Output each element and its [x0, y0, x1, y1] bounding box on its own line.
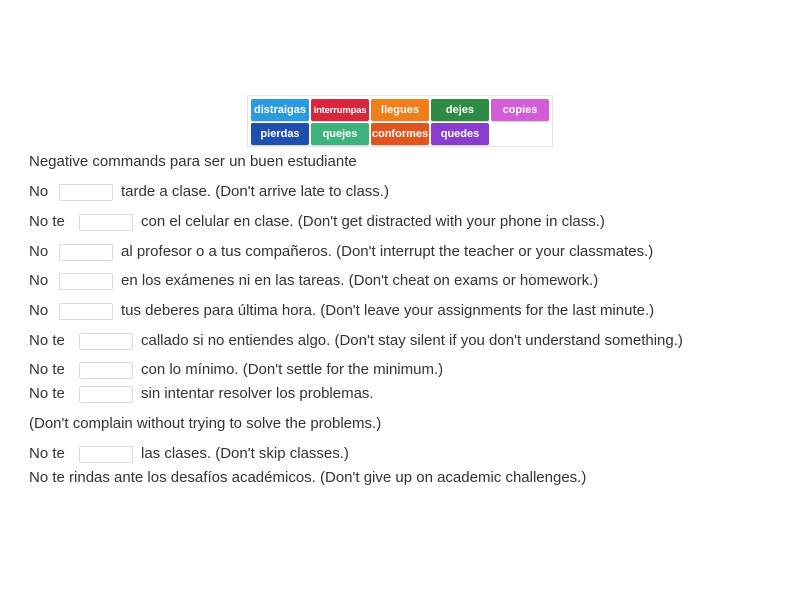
answer-blank[interactable]	[79, 214, 133, 231]
word-chip-quedes[interactable]: quedes	[431, 123, 489, 145]
word-chip-pierdas[interactable]: pierdas	[251, 123, 309, 145]
sentence-row	[29, 300, 769, 322]
sentence-prefix: No	[29, 272, 49, 289]
sentence-row	[29, 211, 769, 233]
sentence-prefix: No te	[29, 385, 65, 402]
word-chip-quejes[interactable]: quejes	[311, 123, 369, 145]
sentence-prefix: No	[29, 183, 49, 200]
sentence-text: No te rindas ante los desafíos académicos. (Don't give up on academic challenges.)	[29, 469, 587, 486]
sentence-row	[29, 181, 769, 203]
sentence-text: tus deberes para última hora. (Don't leave your assignments for the last minute.)	[121, 302, 655, 319]
word-bank	[247, 95, 553, 147]
word-chip-llegues[interactable]: llegues	[371, 99, 429, 121]
word-chip-interrumpas[interactable]: interrumpas	[311, 99, 369, 121]
sentence-text: al profesor o a tus compañeros. (Don't interrupt the teacher or your classmates.)	[121, 243, 654, 260]
sentence-row	[29, 359, 769, 381]
sentence-text: las clases. (Don't skip classes.)	[141, 445, 349, 462]
sentence-text: sin intentar resolver los problemas.	[141, 385, 374, 402]
word-chip-dejes[interactable]: dejes	[431, 99, 489, 121]
sentence-prefix: No te	[29, 361, 65, 378]
sentence-row	[29, 241, 769, 263]
sentence-prefix: No te	[29, 213, 65, 230]
answer-blank[interactable]	[59, 184, 113, 201]
sentence-text: con lo mínimo. (Don't settle for the minimum.)	[141, 361, 444, 378]
sentence-text: (Don't complain without trying to solve the problems.)	[29, 415, 382, 432]
sentence-prefix: No	[29, 243, 49, 260]
word-chip-distraigas[interactable]: distraigas	[251, 99, 309, 121]
answer-blank[interactable]	[79, 362, 133, 379]
sentence-row	[29, 443, 769, 465]
answer-blank[interactable]	[59, 273, 113, 290]
word-chip-conformes[interactable]: conformes	[371, 123, 429, 145]
sentence-row	[29, 270, 769, 292]
sentence-text: tarde a clase. (Don't arrive late to class.)	[121, 183, 389, 200]
sentence-text: callado si no entiendes algo. (Don't stay silent if you don't understand something.)	[141, 332, 683, 349]
answer-blank[interactable]	[79, 446, 133, 463]
sentence-prefix: No	[29, 302, 49, 319]
sentence-prefix: No te	[29, 332, 65, 349]
answer-blank[interactable]	[59, 244, 113, 261]
answer-blank[interactable]	[59, 303, 113, 320]
sentence-text: en los exámenes ni en las tareas. (Don't cheat on exams or homework.)	[121, 272, 599, 289]
word-chip-copies[interactable]: copies	[491, 99, 549, 121]
page-title: Negative commands para ser un buen estudiante	[29, 153, 357, 170]
answer-blank[interactable]	[79, 386, 133, 403]
sentence-prefix: No te	[29, 445, 65, 462]
sentence-row	[29, 383, 769, 405]
sentence-text: con el celular en clase. (Don't get distracted with your phone in class.)	[141, 213, 605, 230]
answer-blank[interactable]	[79, 333, 133, 350]
sentence-row	[29, 330, 779, 352]
